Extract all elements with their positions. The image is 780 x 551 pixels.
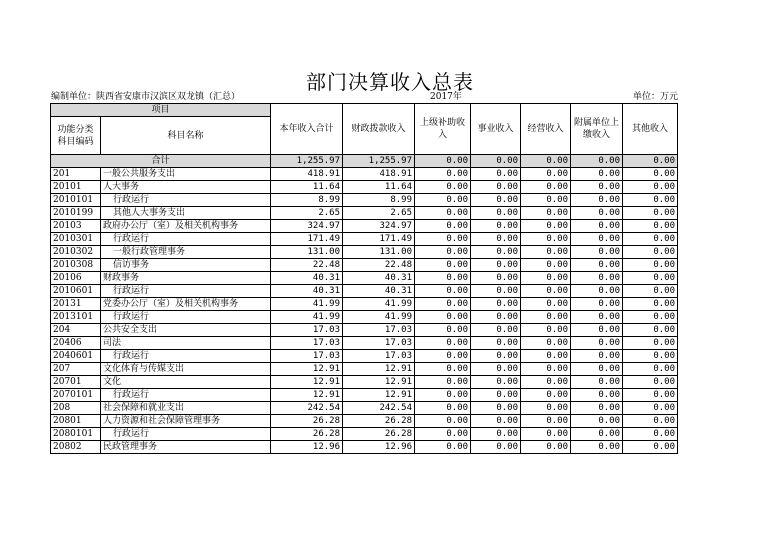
table-row: [51, 402, 678, 415]
amount-cell: 0.00: [521, 181, 571, 194]
amount-cell: 0.00: [521, 233, 571, 246]
table-row: [51, 285, 678, 298]
subject-code: 2010308: [51, 259, 101, 272]
amount-cell: 0.00: [571, 428, 623, 441]
report-year: 2017年: [430, 92, 462, 102]
amount-cell: 0.00: [471, 207, 521, 220]
amount-cell: 0.00: [521, 272, 571, 285]
table-row: [51, 272, 678, 285]
amount-cell: 0.00: [415, 298, 471, 311]
currency-unit: 单位：万元: [632, 92, 678, 102]
amount-cell: 0.00: [415, 272, 471, 285]
total-value: 0.00: [623, 155, 678, 168]
amount-cell: 41.99: [343, 298, 415, 311]
amount-cell: 0.00: [521, 298, 571, 311]
amount-cell: 0.00: [415, 168, 471, 181]
amount-cell: 41.99: [343, 311, 415, 324]
amount-cell: 0.00: [521, 402, 571, 415]
subject-code: 20131: [51, 298, 101, 311]
amount-cell: 12.91: [271, 389, 343, 402]
subject-code: 20406: [51, 337, 101, 350]
subject-code: 201: [51, 168, 101, 181]
amount-cell: 0.00: [623, 389, 678, 402]
table-row: [51, 246, 678, 259]
header-code: 功能分类 科目编码: [51, 117, 101, 155]
reporting-unit: 编制单位：陕西省安康市汉滨区双龙镇（汇总）: [51, 92, 241, 102]
amount-cell: 12.96: [343, 441, 415, 454]
table-row: [51, 194, 678, 207]
amount-cell: 0.00: [623, 376, 678, 389]
amount-cell: 242.54: [271, 402, 343, 415]
total-value: 0.00: [471, 155, 521, 168]
amount-cell: 2.65: [343, 207, 415, 220]
amount-cell: 0.00: [623, 285, 678, 298]
amount-cell: 418.91: [343, 168, 415, 181]
amount-cell: 0.00: [623, 363, 678, 376]
amount-cell: 0.00: [571, 285, 623, 298]
header-col-operating-income: 经营收入: [521, 104, 571, 155]
header-project: 项目: [51, 104, 271, 117]
amount-cell: 0.00: [571, 246, 623, 259]
total-value: 1,255.97: [271, 155, 343, 168]
amount-cell: 0.00: [415, 389, 471, 402]
subject-name: 其他人大事务支出: [101, 207, 271, 220]
amount-cell: 0.00: [571, 415, 623, 428]
amount-cell: 2.65: [271, 207, 343, 220]
amount-cell: 131.00: [343, 246, 415, 259]
amount-cell: 0.00: [471, 272, 521, 285]
amount-cell: 0.00: [521, 350, 571, 363]
amount-cell: 0.00: [521, 324, 571, 337]
amount-cell: 17.03: [271, 337, 343, 350]
subject-name: 行政运行: [101, 350, 271, 363]
amount-cell: 0.00: [571, 402, 623, 415]
amount-cell: 0.00: [623, 181, 678, 194]
amount-cell: 17.03: [343, 337, 415, 350]
amount-cell: 0.00: [415, 441, 471, 454]
amount-cell: 12.91: [271, 363, 343, 376]
amount-cell: 0.00: [521, 285, 571, 298]
amount-cell: 0.00: [623, 402, 678, 415]
amount-cell: 0.00: [415, 324, 471, 337]
subject-code: 2010601: [51, 285, 101, 298]
subject-code: 2010302: [51, 246, 101, 259]
amount-cell: 8.99: [271, 194, 343, 207]
amount-cell: 0.00: [471, 363, 521, 376]
table-row: [51, 376, 678, 389]
amount-cell: 0.00: [415, 181, 471, 194]
subject-code: 20701: [51, 376, 101, 389]
table-row: [51, 259, 678, 272]
amount-cell: 12.91: [343, 376, 415, 389]
subject-name: 民政管理事务: [101, 441, 271, 454]
subject-name: 行政运行: [101, 428, 271, 441]
subject-name: 行政运行: [101, 194, 271, 207]
amount-cell: 0.00: [623, 337, 678, 350]
amount-cell: 0.00: [521, 337, 571, 350]
amount-cell: 0.00: [521, 194, 571, 207]
subject-name: 行政运行: [101, 233, 271, 246]
amount-cell: 0.00: [471, 259, 521, 272]
amount-cell: 0.00: [521, 311, 571, 324]
amount-cell: 0.00: [471, 324, 521, 337]
amount-cell: 26.28: [343, 428, 415, 441]
subject-name: 人大事务: [101, 181, 271, 194]
amount-cell: 0.00: [521, 246, 571, 259]
amount-cell: 0.00: [471, 402, 521, 415]
amount-cell: 0.00: [571, 272, 623, 285]
table-row: [51, 220, 678, 233]
subject-code: 2010301: [51, 233, 101, 246]
total-row: [51, 155, 678, 168]
table-row: [51, 233, 678, 246]
amount-cell: 0.00: [521, 220, 571, 233]
amount-cell: 11.64: [343, 181, 415, 194]
table-row: [51, 324, 678, 337]
amount-cell: 0.00: [471, 415, 521, 428]
subject-name: 政府办公厅（室）及相关机构事务: [101, 220, 271, 233]
amount-cell: 242.54: [343, 402, 415, 415]
amount-cell: 0.00: [471, 298, 521, 311]
amount-cell: 0.00: [571, 324, 623, 337]
amount-cell: 17.03: [271, 350, 343, 363]
amount-cell: 0.00: [571, 441, 623, 454]
amount-cell: 0.00: [623, 350, 678, 363]
subject-name: 信访事务: [101, 259, 271, 272]
amount-cell: 0.00: [521, 363, 571, 376]
amount-cell: 0.00: [471, 428, 521, 441]
subject-code: 208: [51, 402, 101, 415]
amount-cell: 0.00: [623, 168, 678, 181]
amount-cell: 0.00: [471, 233, 521, 246]
amount-cell: 0.00: [623, 441, 678, 454]
amount-cell: 0.00: [571, 194, 623, 207]
amount-cell: 171.49: [271, 233, 343, 246]
amount-cell: 40.31: [343, 272, 415, 285]
amount-cell: 41.99: [271, 311, 343, 324]
amount-cell: 0.00: [471, 337, 521, 350]
amount-cell: 0.00: [571, 376, 623, 389]
amount-cell: 0.00: [623, 311, 678, 324]
amount-cell: 324.97: [271, 220, 343, 233]
amount-cell: 0.00: [623, 194, 678, 207]
amount-cell: 0.00: [623, 220, 678, 233]
amount-cell: 26.28: [271, 415, 343, 428]
amount-cell: 0.00: [521, 389, 571, 402]
table-row: [51, 350, 678, 363]
amount-cell: 0.00: [415, 207, 471, 220]
amount-cell: 0.00: [415, 220, 471, 233]
amount-cell: 17.03: [271, 324, 343, 337]
amount-cell: 0.00: [471, 441, 521, 454]
amount-cell: 0.00: [623, 324, 678, 337]
amount-cell: 0.00: [415, 285, 471, 298]
total-value: 0.00: [571, 155, 623, 168]
amount-cell: 0.00: [623, 233, 678, 246]
amount-cell: 12.91: [343, 389, 415, 402]
subject-code: 20101: [51, 181, 101, 194]
header-col-other-income: 其他收入: [623, 104, 678, 155]
amount-cell: 0.00: [571, 389, 623, 402]
amount-cell: 26.28: [343, 415, 415, 428]
amount-cell: 0.00: [415, 402, 471, 415]
amount-cell: 17.03: [343, 324, 415, 337]
amount-cell: 0.00: [415, 376, 471, 389]
amount-cell: 0.00: [471, 389, 521, 402]
subject-name: 党委办公厅（室）及相关机构事务: [101, 298, 271, 311]
revenue-summary-table: [50, 103, 678, 454]
amount-cell: 0.00: [521, 376, 571, 389]
subject-code: 2013101: [51, 311, 101, 324]
amount-cell: 418.91: [271, 168, 343, 181]
subject-name: 文化: [101, 376, 271, 389]
table-row: [51, 337, 678, 350]
header-col-total-income: 本年收入合计: [271, 104, 343, 155]
amount-cell: 0.00: [571, 233, 623, 246]
amount-cell: 0.00: [571, 220, 623, 233]
amount-cell: 0.00: [521, 428, 571, 441]
amount-cell: 0.00: [415, 233, 471, 246]
amount-cell: 12.91: [271, 376, 343, 389]
amount-cell: 12.96: [271, 441, 343, 454]
header-col-superior-subsidy: 上级补助收入: [415, 104, 471, 155]
total-value: 0.00: [521, 155, 571, 168]
report-title: 部门决算收入总表: [306, 70, 474, 94]
table-row: [51, 428, 678, 441]
header-col-business-income: 事业收入: [471, 104, 521, 155]
amount-cell: 0.00: [571, 181, 623, 194]
amount-cell: 0.00: [415, 259, 471, 272]
amount-cell: 171.49: [343, 233, 415, 246]
subject-name: 公共安全支出: [101, 324, 271, 337]
amount-cell: 0.00: [415, 311, 471, 324]
subject-name: 行政运行: [101, 285, 271, 298]
total-label: 合计: [51, 155, 271, 168]
total-value: 1,255.97: [343, 155, 415, 168]
table-row: [51, 311, 678, 324]
total-value: 0.00: [415, 155, 471, 168]
subject-name: 行政运行: [101, 389, 271, 402]
amount-cell: 0.00: [415, 246, 471, 259]
amount-cell: 0.00: [415, 415, 471, 428]
amount-cell: 0.00: [471, 376, 521, 389]
amount-cell: 0.00: [571, 298, 623, 311]
amount-cell: 0.00: [471, 246, 521, 259]
amount-cell: 0.00: [471, 285, 521, 298]
table-row: [51, 181, 678, 194]
subject-code: 2010199: [51, 207, 101, 220]
amount-cell: 324.97: [343, 220, 415, 233]
amount-cell: 0.00: [415, 337, 471, 350]
amount-cell: 0.00: [571, 207, 623, 220]
amount-cell: 0.00: [623, 428, 678, 441]
amount-cell: 40.31: [343, 285, 415, 298]
table-row: [51, 207, 678, 220]
amount-cell: 0.00: [623, 246, 678, 259]
subject-name: 人力资源和社会保障管理事务: [101, 415, 271, 428]
subject-code: 204: [51, 324, 101, 337]
table-row: [51, 363, 678, 376]
amount-cell: 40.31: [271, 285, 343, 298]
header-col-fiscal-appropriation: 财政拨款收入: [343, 104, 415, 155]
amount-cell: 0.00: [415, 428, 471, 441]
amount-cell: 0.00: [521, 168, 571, 181]
subject-code: 20802: [51, 441, 101, 454]
amount-cell: 0.00: [571, 259, 623, 272]
table-row: [51, 389, 678, 402]
amount-cell: 22.48: [271, 259, 343, 272]
subject-name: 社会保障和就业支出: [101, 402, 271, 415]
amount-cell: 0.00: [521, 415, 571, 428]
amount-cell: 0.00: [521, 441, 571, 454]
header-name: 科目名称: [101, 117, 271, 155]
table-row: [51, 298, 678, 311]
amount-cell: 0.00: [471, 220, 521, 233]
table-row: [51, 168, 678, 181]
amount-cell: 22.48: [343, 259, 415, 272]
amount-cell: 41.99: [271, 298, 343, 311]
subject-name: 行政运行: [101, 311, 271, 324]
amount-cell: 40.31: [271, 272, 343, 285]
amount-cell: 0.00: [571, 168, 623, 181]
subject-code: 2070101: [51, 389, 101, 402]
amount-cell: 0.00: [623, 207, 678, 220]
amount-cell: 0.00: [471, 311, 521, 324]
amount-cell: 131.00: [271, 246, 343, 259]
subject-code: 20801: [51, 415, 101, 428]
amount-cell: 0.00: [623, 298, 678, 311]
subject-code: 2040601: [51, 350, 101, 363]
header-col-affiliated-remittance: 附属单位上缴收入: [571, 104, 623, 155]
amount-cell: 0.00: [623, 415, 678, 428]
amount-cell: 0.00: [571, 350, 623, 363]
amount-cell: 17.03: [343, 350, 415, 363]
amount-cell: 0.00: [571, 363, 623, 376]
amount-cell: 0.00: [471, 350, 521, 363]
subject-name: 一般行政管理事务: [101, 246, 271, 259]
amount-cell: 0.00: [415, 194, 471, 207]
amount-cell: 0.00: [471, 181, 521, 194]
subject-name: 司法: [101, 337, 271, 350]
subject-name: 财政事务: [101, 272, 271, 285]
amount-cell: 8.99: [343, 194, 415, 207]
subject-code: 20106: [51, 272, 101, 285]
amount-cell: 0.00: [471, 168, 521, 181]
amount-cell: 0.00: [415, 350, 471, 363]
table-row: [51, 441, 678, 454]
amount-cell: 12.91: [343, 363, 415, 376]
table-row: [51, 415, 678, 428]
amount-cell: 0.00: [623, 259, 678, 272]
amount-cell: 0.00: [521, 207, 571, 220]
subject-name: 文化体育与传媒支出: [101, 363, 271, 376]
subject-code: 2010101: [51, 194, 101, 207]
amount-cell: 0.00: [521, 259, 571, 272]
subject-code: 2080101: [51, 428, 101, 441]
amount-cell: 0.00: [571, 337, 623, 350]
subject-name: 一般公共服务支出: [101, 168, 271, 181]
amount-cell: 26.28: [271, 428, 343, 441]
amount-cell: 0.00: [571, 311, 623, 324]
subject-code: 207: [51, 363, 101, 376]
amount-cell: 0.00: [623, 272, 678, 285]
amount-cell: 11.64: [271, 181, 343, 194]
amount-cell: 0.00: [415, 363, 471, 376]
subject-code: 20103: [51, 220, 101, 233]
amount-cell: 0.00: [471, 194, 521, 207]
